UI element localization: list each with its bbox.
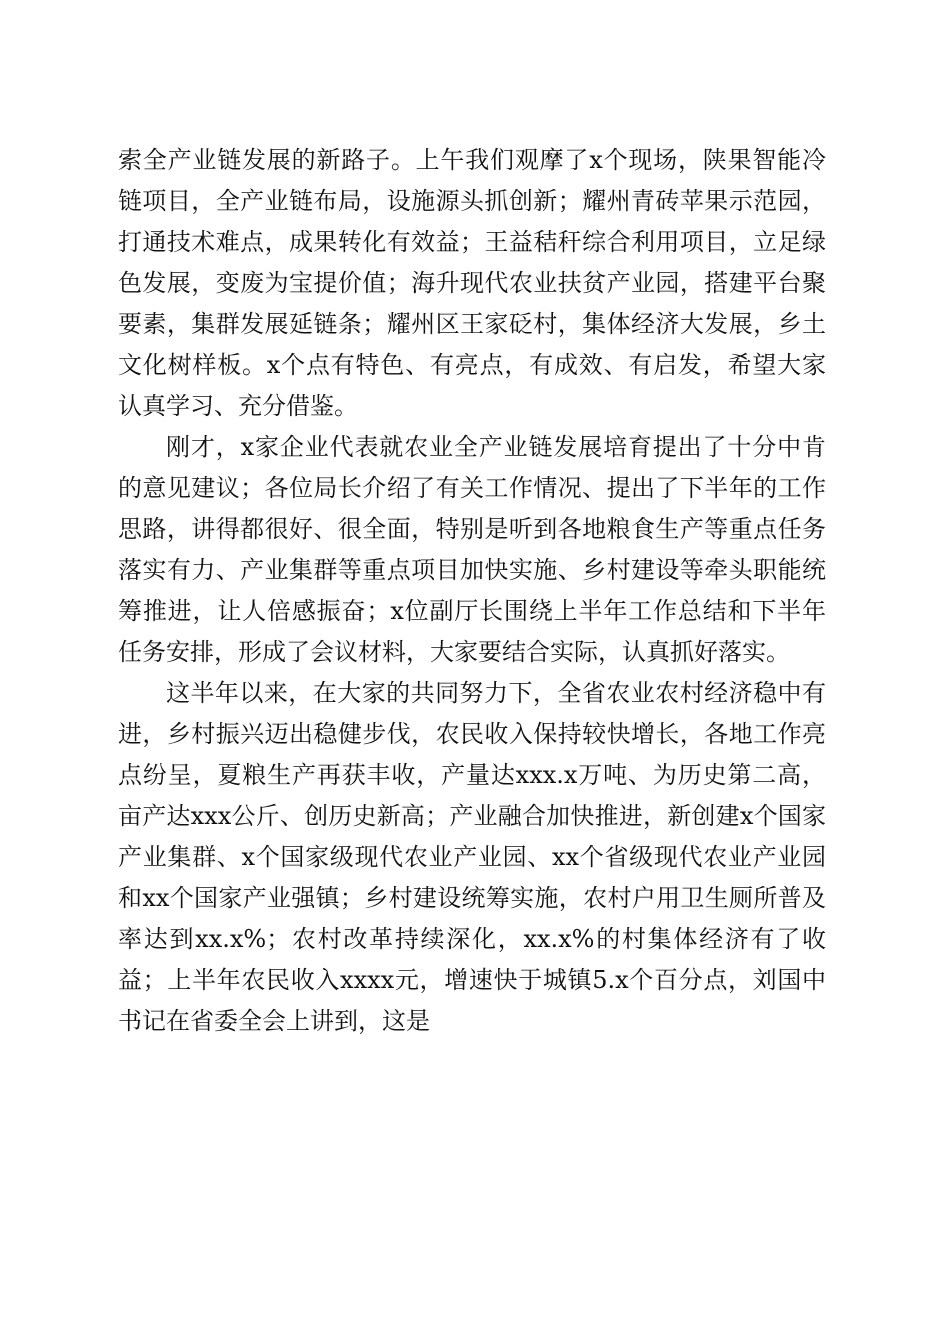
paragraph-2: 刚才，x家企业代表就农业全产业链发展培育提出了十分中肯的意见建议；各位局长介绍了有关工作情况、提出了下半年的工作思路，讲得都很好、很全面，特别是听到各地粮食生产等重点任务落实有力、产业集群等重点项目加快实施、乡村建设等牵头职能统筹推进，让人倍感振奋；x位副厅长围绕上半年工作总结和下半年任务安排，形成了会议材料，大家要结合实际，认真抓好落实。	[118, 433, 826, 666]
paragraph-1: 索全产业链发展的新路子。上午我们观摩了x个现场，陕果智能冷链项目，全产业链布局，设施源头抓创新；耀州青砖苹果示范园，打通技术难点，成果转化有效益；王益秸秆综合利用项目，立足绿色发展，变废为宝提价值；海升现代农业扶贫产业园，搭建平台聚要素，集群发展延链条；耀州区王家砭村，集体经济大发展，乡土文化树样板。x个点有特色、有亮点，有成效、有启发，希望大家认真学习、充分借鉴。	[118, 146, 826, 420]
document-body	[118, 140, 826, 1042]
paragraph-3: 这半年以来，在大家的共同努力下，全省农业农村经济稳中有进，乡村振兴迈出稳健步伐，农民收入保持较快增长，各地工作亮点纷呈，夏粮生产再获丰收，产量达xxx.x万吨、为历史第二高，亩产达xxx公斤、创历史新高；产业融合加快推进，新创建x个国家产业集群、x个国家级现代农业产业园、xx个省级现代农业产业园和xx个国家产业强镇；乡村建设统筹实施，农村户用卫生厕所普及率达到xx.x%；农村改革持续深化，xx.x%的村集体经济有了收益；上半年农民收入xxxx元，增速快于城镇5.x个百分点，刘国中书记在省委全会上讲到，这是	[118, 679, 826, 1035]
